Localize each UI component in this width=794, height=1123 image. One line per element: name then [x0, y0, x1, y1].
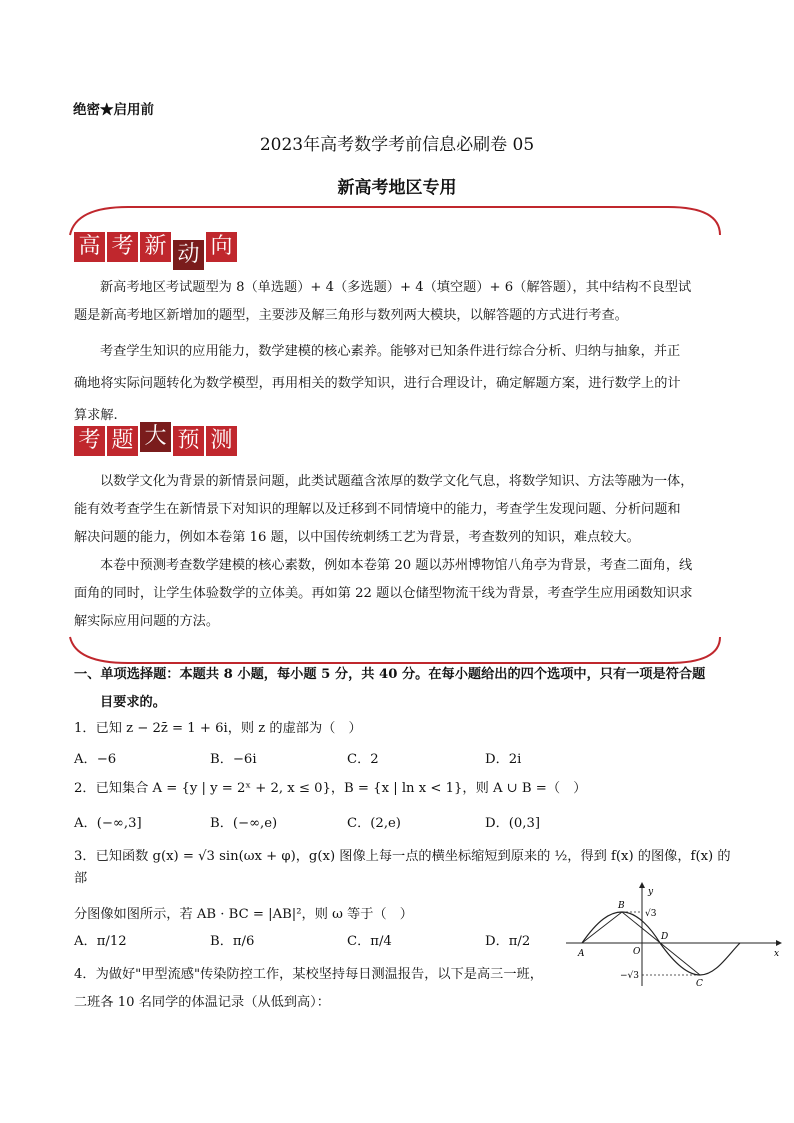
max-value-label: √3	[645, 909, 657, 919]
q1-option-a: A．−6	[74, 752, 117, 767]
paragraph-line: 解实际应用问题的方法。	[74, 614, 220, 629]
heading-line: 目要求的。	[100, 695, 166, 710]
x-axis-arrow	[776, 940, 782, 946]
paragraph-line: 确地将实际问题转化为数学模型，再用相关的数学知识，进行合理设计，确定解题方案，进行数学上的计	[74, 376, 681, 391]
part1-heading	[74, 664, 734, 714]
badge-char: 预	[173, 426, 204, 456]
point-c-label: C	[696, 979, 703, 989]
q3-stem-line: 3．已知函数 g(x) = √3 sin(ωx + φ)，g(x) 图像上每一点的横坐标缩短到原来的 ½，得到 f(x) 的图像，f(x) 的部	[74, 849, 731, 886]
point-b-label: B	[618, 901, 625, 911]
q1-stem: 1．已知 z − 2z̄ = 1 + 6i，则 z 的虚部为（ ）	[74, 721, 362, 736]
paragraph-line: 新高考地区考试题型为 8（单选题）+ 4（多选题）+ 4（填空题）+ 6（解答题），其中结构不良型试	[100, 280, 692, 295]
q3-option-a: A．π/12	[74, 934, 127, 949]
paragraph-line: 题是新高考地区新增加的题型，主要涉及解三角形与数列两大模块，以解答题的方式进行考查。	[74, 308, 628, 323]
q3-option-d: D．π/2	[485, 934, 531, 949]
section2-text	[74, 468, 724, 636]
page-subtitle: 新高考地区专用	[337, 178, 457, 198]
q1-option-b: B．−6i	[210, 752, 257, 767]
badge-char: 大	[140, 422, 171, 452]
point-a-label: A	[578, 949, 585, 959]
section1-text	[74, 274, 724, 430]
badge-char: 高	[74, 232, 105, 262]
q3-stem-line: 分图像如图所示，若 AB · BC = |AB|²，则 ω 等于（ ）	[74, 907, 413, 922]
badge-new-trends	[74, 232, 237, 270]
paragraph-line: 解决问题的能力，例如本卷第 16 题，以中国传统刺绣工艺为背景，考查数列的知识，难点较大。	[74, 530, 640, 545]
q2-option-c: C．(2,e)	[347, 816, 401, 831]
badge-char: 新	[140, 232, 171, 262]
badge-char: 动	[173, 240, 204, 270]
q3-function-graph	[560, 880, 786, 990]
badge-char: 考	[74, 426, 105, 456]
paragraph-line: 面角的同时，让学生体验数学的立体美。再如第 22 题以仓储型物流干线为背景，考查学生应用函数知识求	[74, 586, 693, 601]
y-label: y	[648, 887, 654, 897]
heading-line: 一、单项选择题：本题共 8 小题，每小题 5 分，共 40 分。在每小题给出的四个选项中，只有一项是符合题	[74, 667, 706, 682]
q3-option-b: B．π/6	[210, 934, 255, 949]
badge-predictions	[74, 426, 237, 456]
page-title: 2023年高考数学考前信息必刷卷 05	[259, 135, 535, 155]
paragraph-line: 算求解.	[74, 408, 118, 423]
min-value-label: −√3	[620, 971, 640, 981]
q4-stem	[74, 964, 574, 1014]
paragraph-line: 能有效考查学生在新情景下对知识的理解以及迁移到不同情境中的能力，考查学生发现问题、分析问题和	[74, 502, 681, 517]
q1-option-d: D．2i	[485, 752, 522, 767]
badge-char: 考	[107, 232, 138, 262]
paragraph-line: 本卷中预测考查数学建模的核心素数，例如本卷第 20 题以苏州博物馆八角亭为背景，考查二面角，线	[100, 558, 693, 573]
q3-option-c: C．π/4	[347, 934, 392, 949]
badge-char: 向	[206, 232, 237, 262]
q2-option-d: D．(0,3]	[485, 816, 541, 831]
q1-option-c: C．2	[347, 752, 379, 767]
badge-char: 测	[206, 426, 237, 456]
segment-ab	[582, 912, 622, 943]
paragraph-line: 考查学生知识的应用能力，数学建模的核心素养。能够对已知条件进行综合分析、归纳与抽象，并正	[100, 344, 681, 359]
badge-char: 题	[107, 426, 138, 456]
q2-option-b: B．(−∞,e)	[210, 816, 278, 831]
q2-stem: 2．已知集合 A = {y | y = 2ˣ + 2, x ≤ 0}，B = {x | ln x < 1}，则 A ∪ B =（ ）	[74, 781, 587, 796]
x-label: x	[774, 949, 780, 959]
q2-option-a: A．(−∞,3]	[74, 816, 142, 831]
q4-stem-line: 4．为做好"甲型流感"传染防控工作，某校坚持每日测温报告，以下是高三一班，	[74, 967, 543, 982]
y-axis-arrow	[639, 882, 645, 888]
origin-label: O	[633, 947, 641, 957]
q4-stem-line: 二班各 10 名同学的体温记录（从低到高）：	[74, 995, 330, 1010]
point-d-label: D	[661, 932, 669, 942]
confidential-label: 绝密★启用前	[73, 102, 154, 118]
paragraph-line: 以数学文化为背景的新情景问题，此类试题蕴含浓厚的数学文化气息，将数学知识、方法等融为一体，	[100, 474, 694, 489]
